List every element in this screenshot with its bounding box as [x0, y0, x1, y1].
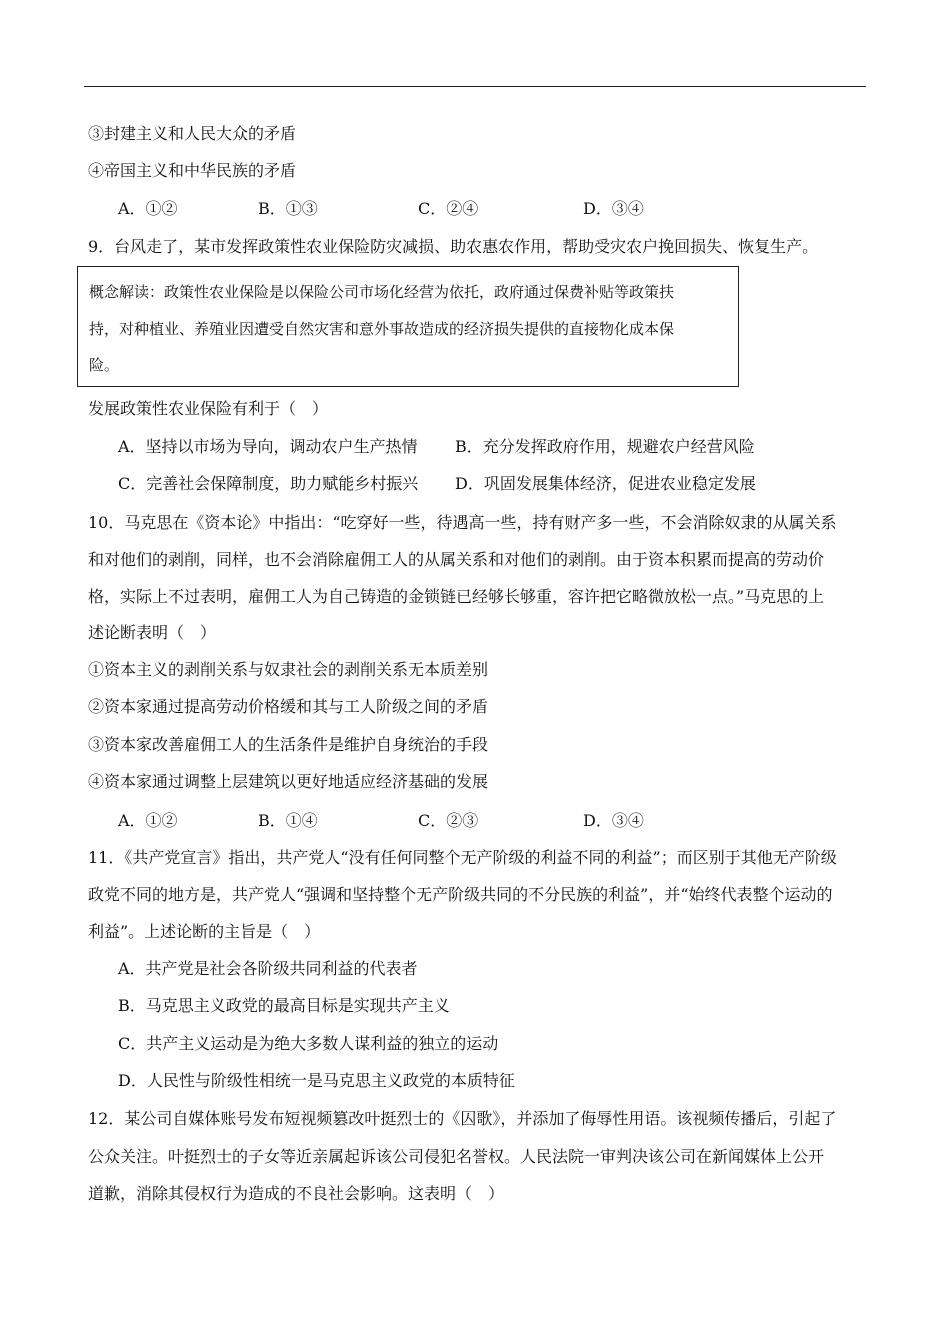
q8-option-d[interactable]: D．③④: [583, 199, 644, 218]
q10-option-b[interactable]: B．①④: [258, 811, 318, 830]
q10-stem-line: 和对他们的剥削，同样，也不会消除雇佣工人的从属关系和对他们的剥削。由于资本积累而提高的劳动价: [88, 550, 825, 569]
q9-question: 发展政策性农业保险有利于（ ）: [88, 399, 329, 418]
q10-stem-line: 格，实际上不过表明，雇佣工人为自己铸造的金锁链已经够长够重，容许把它略微放松一点。”马克思的上: [88, 587, 825, 606]
q12-stem-line: 道歉，消除其侵权行为造成的不良社会影响。这表明（ ）: [88, 1184, 505, 1203]
q11-option-a[interactable]: A．共产党是社会各阶级共同利益的代表者: [118, 959, 418, 978]
q11-option-b[interactable]: B．马克思主义政党的最高目标是实现共产主义: [118, 996, 450, 1015]
q11-stem-line: 11．《共产党宣言》指出，共产党人“没有任何同整个无产阶级的利益不同的利益”；而区别于其他无产阶级: [88, 848, 837, 867]
q8-option-a[interactable]: A．①②: [118, 199, 178, 218]
q8-option-b[interactable]: B．①③: [258, 199, 318, 218]
q10-option-a[interactable]: A．①②: [118, 811, 178, 830]
q9-option-c[interactable]: C．完善社会保障制度，助力赋能乡村振兴: [118, 474, 419, 493]
q10-stem-line: 述论断表明（ ）: [88, 623, 217, 642]
q12-stem-line: 公众关注。叶挺烈士的子女等近亲属起诉该公司侵犯名誉权。人民法院一审判决该公司在新闻媒体上公开: [88, 1147, 825, 1166]
q10-item-2: ②资本家通过提高劳动价格缓和其与工人阶级之间的矛盾: [88, 697, 489, 716]
q8-option-c[interactable]: C．②④: [418, 199, 479, 218]
q10-option-c[interactable]: C．②③: [418, 811, 479, 830]
q9-option-b[interactable]: B．充分发挥政府作用，规避农户经营风险: [455, 437, 755, 456]
concept-line: 持，对种植业、养殖业因遭受自然灾害和意外事故造成的经济损失提供的直接物化成本保: [89, 320, 675, 338]
q10-item-1: ①资本主义的剥削关系与奴隶社会的剥削关系无本质差别: [88, 660, 489, 679]
concept-line: 险。: [89, 356, 120, 374]
q10-item-3: ③资本家改善雇佣工人的生活条件是维护自身统治的手段: [88, 735, 489, 754]
q9-option-d[interactable]: D．巩固发展集体经济，促进农业稳定发展: [455, 474, 756, 493]
header-rule: [84, 86, 866, 87]
q11-stem-line: 利益”。上述论断的主旨是（ ）: [88, 922, 321, 941]
q10-stem-line: 10．马克思在《资本论》中指出：“吃穿好一些，待遇高一些，持有财产多一些，不会消除奴隶的从属关系: [88, 513, 837, 532]
q11-option-d[interactable]: D．人民性与阶级性相统一是马克思主义政党的本质特征: [118, 1071, 515, 1090]
q9-stem: 9．台风走了，某市发挥政策性农业保险防灾减损、助农惠农作用，帮助受灾农户挽回损失、恢复生产。: [88, 237, 819, 256]
concept-line: 概念解读：政策性农业保险是以保险公司市场化经营为依托，政府通过保费补贴等政策扶: [89, 283, 675, 301]
q10-item-4: ④资本家通过调整上层建筑以更好地适应经济基础的发展: [88, 772, 489, 791]
q10-option-d[interactable]: D．③④: [583, 811, 644, 830]
concept-box: [77, 266, 739, 387]
q9-option-a[interactable]: A．坚持以市场为导向，调动农户生产热情: [118, 437, 418, 456]
q12-stem-line: 12．某公司自媒体账号发布短视频篡改叶挺烈士的《囚歌》，并添加了侮辱性用语。该视频传播后，引起了: [88, 1109, 837, 1128]
q8-item-4: ④帝国主义和中华民族的矛盾: [88, 161, 297, 180]
q11-option-c[interactable]: C．共产主义运动是为绝大多数人谋利益的独立的运动: [118, 1034, 499, 1053]
q11-stem-line: 政党不同的地方是，共产党人“强调和坚持整个无产阶级共同的不分民族的利益”，并“始终代表整个运动的: [88, 885, 833, 904]
q8-item-3: ③封建主义和人民大众的矛盾: [88, 124, 297, 143]
